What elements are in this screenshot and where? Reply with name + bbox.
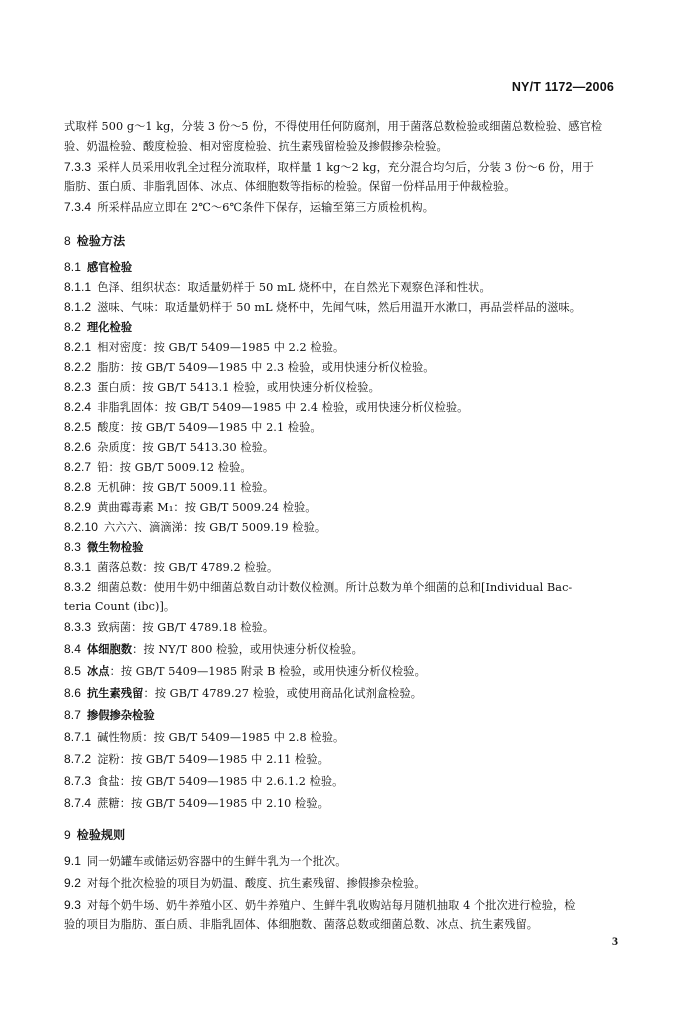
- standard-number-header: NY/T 1172—2006: [511, 80, 614, 94]
- clause-8-3-3: 8.3.3 致病菌：按 GB/T 4789.18 检验。: [64, 620, 275, 634]
- clause-9-1: 9.1 同一奶罐车或储运奶容器中的生鲜牛乳为一个批次。: [64, 854, 347, 868]
- clause-7-3-4: 7.3.4 所采样品应立即在 2℃～6℃条件下保存，运输至第三方质检机构。: [64, 200, 435, 214]
- clause-8-2-8: 8.2.8 无机砷：按 GB/T 5009.11 检验。: [64, 480, 275, 494]
- clause-8-1-2: 8.1.2 滋味、气味：取适量奶样于 50 mL 烧杯中，先闻气味，然后用温开水漱口，再品尝样品的滋味。: [64, 300, 582, 314]
- section-9-heading: 9 检验规则: [64, 828, 126, 842]
- clause-7-3-3: 7.3.3 采样人员采用收乳全过程分流取样，取样量 1 kg～2 kg，充分混合均匀后，分装 3 份～6 份，用于: [64, 160, 594, 174]
- clause-8-3-2: 8.3.2 细菌总数：使用牛奶中细菌总数自动计数仪检测。所计总数为单个细菌的总和[Individual Bac-: [64, 580, 573, 594]
- clause-8-2-2: 8.2.2 脂肪：按 GB/T 5409—1985 中 2.3 检验，或用快速分析仪检验。: [64, 360, 435, 374]
- clause-8-2-7: 8.2.7 铅：按 GB/T 5009.12 检验。: [64, 460, 252, 474]
- clause-8-2-6: 8.2.6 杂质度：按 GB/T 5413.30 检验。: [64, 440, 275, 454]
- clause-8-2-10: 8.2.10 六六六、滴滴涕：按 GB/T 5009.19 检验。: [64, 520, 327, 534]
- clause-8-7-4: 8.7.4 蔗糖：按 GB/T 5409—1985 中 2.10 检验。: [64, 796, 329, 810]
- clause-8-7-2: 8.7.2 淀粉：按 GB/T 5409—1985 中 2.11 检验。: [64, 752, 329, 766]
- clause-8-2-1: 8.2.1 相对密度：按 GB/T 5409—1985 中 2.2 检验。: [64, 340, 345, 354]
- clause-8-3-heading: 8.3 微生物检验: [64, 540, 144, 554]
- clause-8-3-1: 8.3.1 菌落总数：按 GB/T 4789.2 检验。: [64, 560, 279, 574]
- clause-8-1-heading: 8.1 感官检验: [64, 260, 133, 274]
- clause-8-6: 8.6 抗生素残留：按 GB/T 4789.27 检验，或使用商品化试剂盒检验。: [64, 686, 423, 700]
- section-8-heading: 8 检验方法: [64, 234, 126, 248]
- clause-9-3: 9.3 对每个奶牛场、奶牛养殖小区、奶牛养殖户、生鲜牛乳收购站每月随机抽取 4 个批次进行检验，检: [64, 898, 576, 912]
- paragraph-line: 脂肪、蛋白质、非脂乳固体、冰点、体细胞数等指标的检验。保留一份样品用于仲裁检验。: [64, 180, 516, 193]
- clause-8-2-heading: 8.2 理化检验: [64, 320, 133, 334]
- clause-8-7-1: 8.7.1 碱性物质：按 GB/T 5409—1985 中 2.8 检验。: [64, 730, 345, 744]
- clause-8-2-3: 8.2.3 蛋白质：按 GB/T 5413.1 检验，或用快速分析仪检验。: [64, 380, 380, 394]
- paragraph-line: 验的项目为脂肪、蛋白质、非脂乳固体、体细胞数、菌落总数或细菌总数、冰点、抗生素残留。: [64, 918, 539, 931]
- clause-8-7-3: 8.7.3 食盐：按 GB/T 5409—1985 中 2.6.1.2 检验。: [64, 774, 344, 788]
- clause-8-5: 8.5 冰点：按 GB/T 5409—1985 附录 B 检验，或用快速分析仪检验。: [64, 664, 426, 678]
- paragraph-line: 式取样 500 g～1 kg，分装 3 份～5 份，不得使用任何防腐剂，用于菌落总数检验或细菌总数检验、感官检: [64, 120, 603, 133]
- clause-8-4: 8.4 体细胞数：按 NY/T 800 检验，或用快速分析仪检验。: [64, 642, 363, 656]
- page-number: 3: [612, 934, 618, 948]
- clause-8-2-5: 8.2.5 酸度：按 GB/T 5409—1985 中 2.1 检验。: [64, 420, 322, 434]
- clause-8-1-1: 8.1.1 色泽、组织状态：取适量奶样于 50 mL 烧杯中，在自然光下观察色泽和性状。: [64, 280, 491, 294]
- clause-9-2: 9.2 对每个批次检验的项目为奶温、酸度、抗生素残留、掺假掺杂检验。: [64, 876, 426, 890]
- paragraph-line: teria Count (ibc)]。: [64, 600, 176, 613]
- clause-8-2-4: 8.2.4 非脂乳固体：按 GB/T 5409—1985 中 2.4 检验，或用快速分析仪检验。: [64, 400, 469, 414]
- clause-8-2-9: 8.2.9 黄曲霉毒素 M₁：按 GB/T 5009.24 检验。: [64, 500, 317, 514]
- clause-8-7-heading: 8.7 掺假掺杂检验: [64, 708, 155, 722]
- paragraph-line: 验、奶温检验、酸度检验、相对密度检验、抗生素残留检验及掺假掺杂检验。: [64, 140, 448, 153]
